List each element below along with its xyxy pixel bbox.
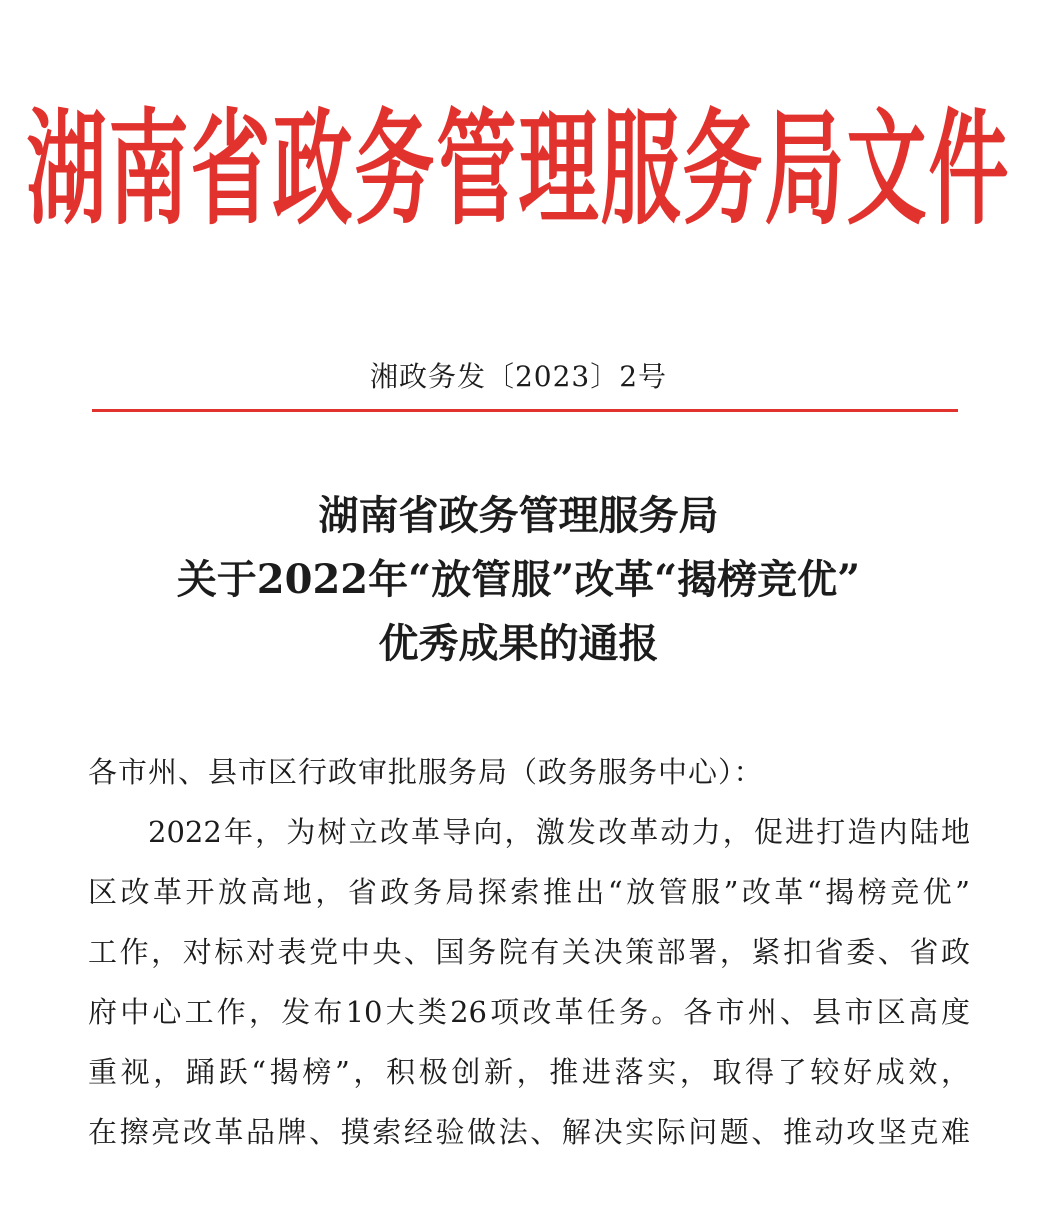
notice-title-line: 湖南省政务管理服务局	[318, 492, 719, 539]
notice-title-line: 优秀成果的通报	[378, 620, 659, 667]
document-number: 湘政务发〔2023〕2号	[369, 360, 668, 393]
body-text-line: 区改革开放高地，省政务局探索推出“放管服”改革“揭榜竞优”	[88, 875, 970, 909]
notice-title-line: 关于2022年“放管服”改革“揭榜竞优”	[176, 556, 861, 603]
body-text-line: 工作，对标对表党中央、国务院有关决策部署，紧扣省委、省政	[88, 935, 970, 969]
body-text-line: 2022年，为树立改革导向，激发改革动力，促进打造内陆地	[148, 815, 970, 849]
notice-title	[0, 484, 1037, 676]
body-text-line: 重视，踊跃“揭榜”，积极创新，推进落实，取得了较好成效，	[88, 1055, 970, 1089]
body-text-line: 在擦亮改革品牌、摸索经验做法、解决实际问题、推动攻坚克难	[88, 1115, 970, 1149]
document-header-title: 湖南省政务管理服务局文件	[26, 97, 1011, 242]
salutation: 各市州、县市区行政审批服务局（政务服务中心）：	[88, 755, 764, 789]
body-text-line: 府中心工作，发布10大类26项改革任务。各市州、县市区高度	[88, 995, 970, 1029]
red-divider-line	[92, 409, 958, 412]
